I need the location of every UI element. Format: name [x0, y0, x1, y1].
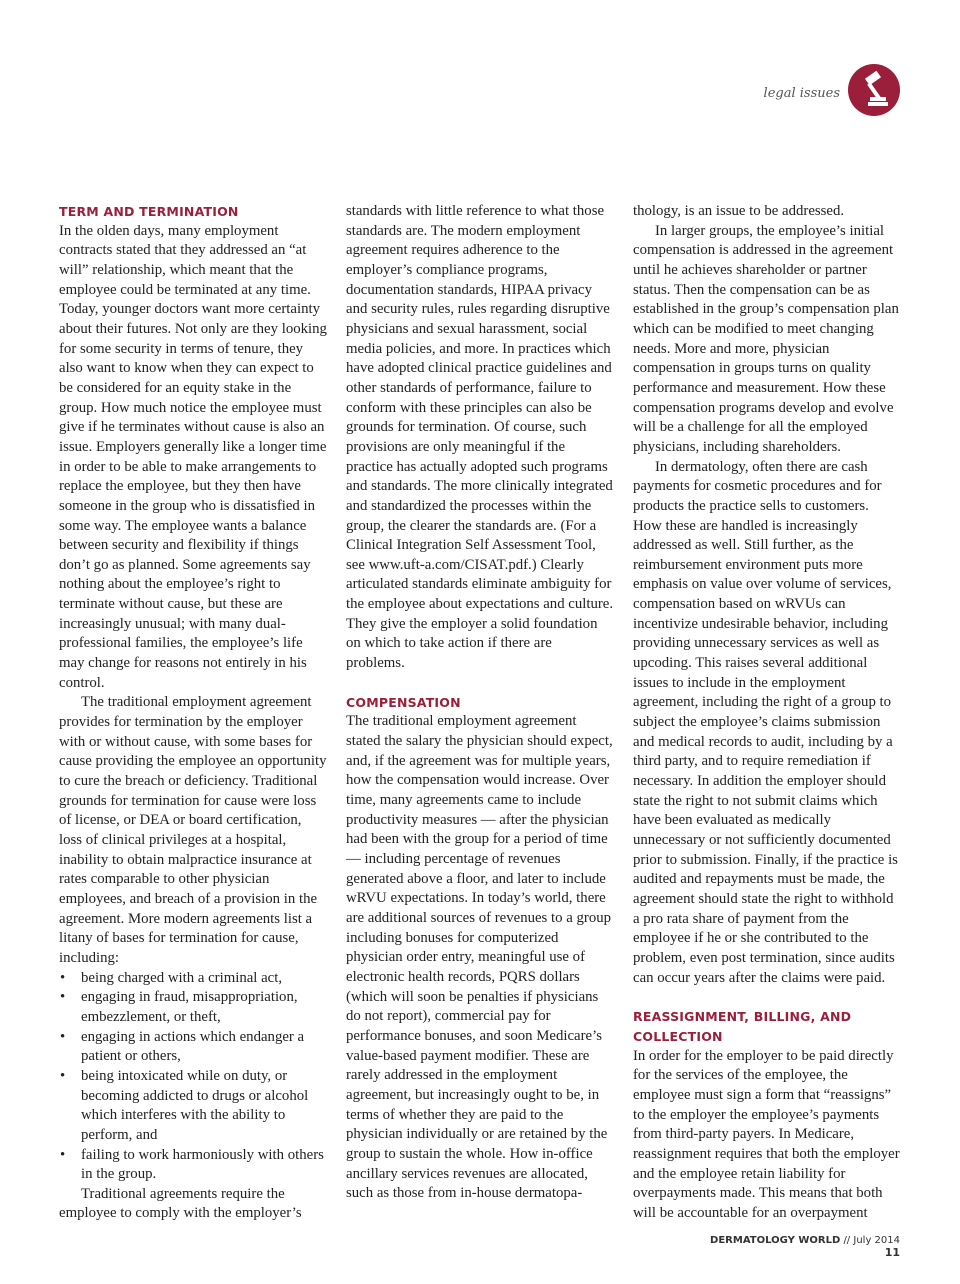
page-number: 11 [884, 1246, 900, 1259]
compensation-paragraph-1-start: The traditional employment agreement stated the salary the physician should expect, and, if the agreement was for multiple years, how the compensation would increase. Over time, many agreements came to include productivity measures — after the physician had been with the group for a period of time — including percentage of revenues generated above a floor, and later to include wRVU expectations. In today’s world, there are additional sources of revenues to a group including bonuses for computerized physician order entry, meaningful use of electronic health records, PQRS dollars (which will soon be penalties if physicians do not report), commercial pay for performance bonuses, and soon Medicare’s value-based payment modifier. These are rarely addressed in the employment agreement, but increasingly ought to be, in terms of whether they are paid to the physician individually or are retained by the group to sustain the whole. How in-office ancillary services revenues are allocated, such as those from in-house dermatopa- [346, 713, 613, 1202]
heading-term-termination: TERM AND TERMINATION [59, 204, 239, 219]
compensation-paragraph-3: In dermatology, often there are cash payments for cosmetic procedures and for products the practice sells to customers. How these are handled is increasingly addressed as well. Still further, as the reimbursement environment puts more emphasis on value over volume of services, compensation based on wRVUs can incentivize undesirable behavior, including providing unnecessary services as well as upcoding. This raises several additional issues to include in the employment agreement, including the right of a group to subject the employee’s claims submission and medical records to audit, including by a third party, and to require remediation if necessary. In addition the employer should state the right to not submit claims which have been evaluated as medically unnecessary or not sufficiently documented prior to submission. Finally, if the practice is audited and repayments must be made, the agreement should state the right to withhold a pro rata share of payment from the employee if he or she contributed to the problem, even post termination, since audits can occur years after the claims were paid. [633, 458, 898, 986]
term-paragraph-2: The traditional employment agreement provides for termination by the employer with or without cause, with some bases for cause providing the employee an opportunity to cure the breach or deficiency. Traditional grounds for termination for cause were loss of license, or DEA or board certification, loss of clinical privileges at a hospital, inability to obtain malpractice insurance at rates comparable to other physician employees, and breach of a provision in the agreement. More modern agreements list a litany of bases for termination for cause, including: [59, 694, 327, 966]
list-item: • engaging in fraud, misappropriation, embezzlement, or theft, [59, 988, 327, 1027]
term-paragraph-3-end: standards with little reference to what those standards are. The modern employment agreement requires adherence to the employer’s compliance programs, documentation standards, HIPAA privacy and security rules, rules regarding disruptive physicians and sexual harassment, social media policies, and more. In practices which have adopted clinical practice guidelines and other standards of performance, failure to conform with these principles can also be grounds for termination. Of course, such provisions are only meaningful if the practice has actually adopted such programs and standards. The more clinically integrated and standardized the processes within the group, the clearer the standards are. (For a Clinical Integration Self Assessment Tool, see www.uft-a.com/CISAT.pdf.) Clearly articulated standards eliminate ambiguity for the employee about expectations and culture. They give the employer a solid foundation on which to take action if there are problems. [346, 203, 614, 672]
reassignment-paragraph-1: In order for the employer to be paid directly for the services of the employee, the employee must sign a form that “reassigns” to the employer the employee’s payments from third-party payers. In Medicare, reassignment requires that both the employer and the employee retain liability for overpayments made. This means that both will be accountable for an overpayment [633, 1047, 900, 1221]
heading-reassignment: REASSIGNMENT, BILLING, AND COLLECTION [633, 1009, 852, 1044]
column-2 [346, 202, 614, 1204]
list-item: • being charged with a criminal act, [59, 969, 327, 989]
termination-cause-list [59, 969, 327, 1185]
list-item: • engaging in actions which endanger a patient or others, [59, 1028, 327, 1067]
column-3 [633, 202, 901, 1223]
compensation-paragraph-2: In larger groups, the employee’s initial compensation is addressed in the agreement until he achieves shareholder or partner status. Then the compensation can be as established in the group’s compensation plan which can be modified to meet changing needs. More and more, physician compensation in groups turns on quality performance and measurement. How these compensation programs develop and evolve will be a challenge for all the employed physicians, including shareholders. [633, 222, 899, 455]
section-label: legal issues [763, 86, 840, 101]
list-item: • failing to work harmoniously with others in the group. [59, 1146, 327, 1185]
column-1 [59, 202, 327, 1224]
heading-compensation: COMPENSATION [346, 694, 461, 710]
compensation-paragraph-1-end: thology, is an issue to be addressed. [633, 203, 845, 219]
magazine-name: DERMATOLOGY WORLD [710, 1235, 841, 1246]
page-footer [700, 1235, 900, 1259]
issue-date: July 2014 [853, 1235, 900, 1246]
list-item: • being intoxicated while on duty, or becoming addicted to drugs or alcohol which interferes with the ability to perform, and [59, 1067, 327, 1146]
footer-separator: // [843, 1235, 851, 1246]
gavel-icon [848, 64, 900, 116]
term-paragraph-3-start: Traditional agreements require the employee to comply with the employer’s [59, 1185, 302, 1222]
term-paragraph-1: In the olden days, many employment contracts stated that they addressed an “at will” relationship, which meant that the employee could be terminated at any time. Today, younger doctors want more certainty about their futures. Not only are they looking for some security in terms of tenure, they also want to know when they can expect to be considered for an equity stake in the group. How much notice the employee must give if he terminates without cause is also an issue. Employers generally like a longer time in order to be able to make arrangements to replace the employee, but they then have someone in the group who is dissatisfied in some way. The employee wants a balance between security and flexibility if things don’t go as planned. Some agreements say nothing about the employee’s right to terminate without cause, but these are increasingly unusual; with many dual-professional families, the employee’s life may change for reasons not entirely in his control. [59, 222, 327, 691]
